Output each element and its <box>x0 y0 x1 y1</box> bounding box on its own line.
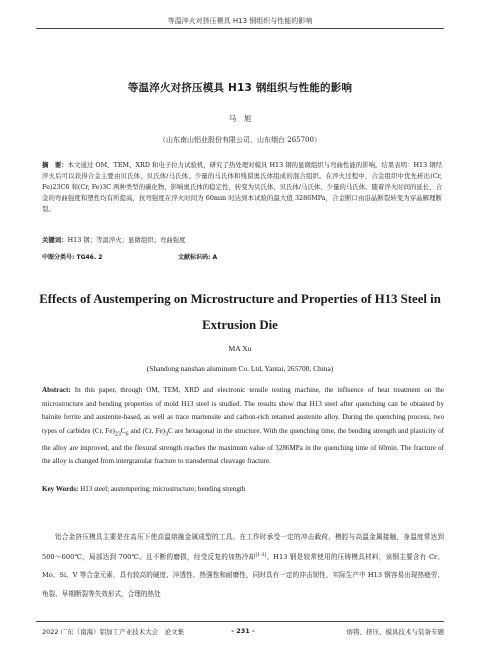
header-rule <box>36 28 444 29</box>
subscript-3: 3 <box>165 431 169 438</box>
body-paragraph <box>42 528 444 604</box>
classification-line <box>42 252 442 261</box>
page-number: - 231 - <box>231 627 255 635</box>
english-abstract <box>42 384 444 469</box>
chinese-title: 等温淬火对挤压模具 H13 钢组织与性能的影响 <box>127 82 353 94</box>
footer-section: 熔铸、挤压、模具技术与装备专题 <box>346 628 444 636</box>
chinese-affiliation: （山东南山铝业股份有限公司，山东烟台 265700） <box>159 136 321 144</box>
chinese-abstract-label: 摘 要： <box>42 161 68 169</box>
english-abstract-text-d: C are hexagonal in the structure. With the quenching time, the bending strength and plasticity of the alloy are improved, and the flexural strength reaches the maximum value of 3286MPa in the quenching time of 60min. The fracture of the alloy is changed from intergranular fracture to transdermal cleavage fracture. <box>42 426 444 466</box>
running-head: 等温淬火对挤压模具 H13 钢组织与性能的影响 <box>167 17 313 25</box>
english-keywords-text: H13 steel; austempering; microstructure; bending strength <box>78 485 246 493</box>
english-keywords-label: Key Words: <box>42 485 79 493</box>
chinese-keywords <box>42 235 442 244</box>
chinese-abstract <box>42 160 442 215</box>
chinese-keywords-text: H13 钢；等温淬火；显微组织；弯曲强度 <box>67 236 186 244</box>
english-title: Effects of Austempering on Microstructure and Properties of H13 Steel in Extrusion Die <box>39 292 441 332</box>
english-author: MA Xu <box>228 344 252 353</box>
clc-number: 中图分类号: TG46. 2 <box>42 254 103 261</box>
document-code: 文献标识码: A <box>178 254 218 261</box>
body-text-b: 。H13 钢是较常使用的压铸模具材料，该钢主要含有 Cr、Mo、Si、V 等合金元素，具有较高的硬度、淬透性、热强性和耐磨性，同时具有一定的冲击韧性，实际生产中 H13 钢容易出现热疲劳、龟裂、早期断裂等失效形式，合理的热处 <box>42 552 445 598</box>
body-text-a: 铝合金挤压模具主要是在高压下使高温熔融金属成型的工具。在工作时承受一定的冲击载荷，模腔与高温金属接触，身温度常达到 500～600℃，局部达到 700℃。且不断的磨损，经受反复的加热冷却 <box>42 533 444 561</box>
citation: [1-3] <box>255 552 267 558</box>
footer-proceedings: 2022 广东（南海）铝加工产业技术大会 论文集 <box>42 628 185 636</box>
chinese-abstract-text: 本文通过 OM、TEM、XRD 和电子拉力试验机，研究了热处理对模具 H13 钢的显微组织与弯曲性能的影响。结果表明：H13 钢经淬火后可以获得合金主要由贝氏体、贝氏体/马氏体、少量的马氏体和残留奥氏体组成的混合组织。在淬火过程中，合金组织中优先析出(Cr, Fe)23C6 和(Cr, Fe)3C 两种类型的碳化物，影响奥氏体的稳定性，转变为贝氏体、贝氏体/马氏体、少量的马氏体。随着淬火时间的延长，合金的弯曲强度和塑性均有所提高，抗弯强度在淬火时间为 60min 时达到本试验的最大值 3286MPa，合金断口由沿晶断裂转变为穿晶解理断裂。 <box>42 161 443 213</box>
english-abstract-text-a: In this paper, through OM, TEM, XRD and electronic tensile testing machine, the influence of heat treatment on the microstructure and bending properties of mold H13 steel is studied. The results show that H13 steel after quenching can be obtained by bainite ferrite and austenite-based, as well as trace martensite and carbon-rich retained austenite alloy. During the quenching process, two types of carbides (Cr, Fe) <box>42 386 444 435</box>
chinese-keywords-label: 关键词： <box>42 236 68 244</box>
subscript-23: 23 <box>114 431 121 438</box>
english-affiliation: (Shandong nanshan aluminum Co. Ltd, Yantai, 265700, China) <box>146 364 334 373</box>
footer-rule <box>36 621 444 622</box>
chinese-author: 马 旭 <box>228 114 252 123</box>
english-abstract-text-c: and (Cr, Fe) <box>128 426 166 435</box>
english-abstract-label: Abstract: <box>42 386 71 394</box>
english-abstract-text-b: C <box>120 426 126 435</box>
subscript-6: 6 <box>125 431 129 438</box>
english-keywords <box>42 485 444 493</box>
